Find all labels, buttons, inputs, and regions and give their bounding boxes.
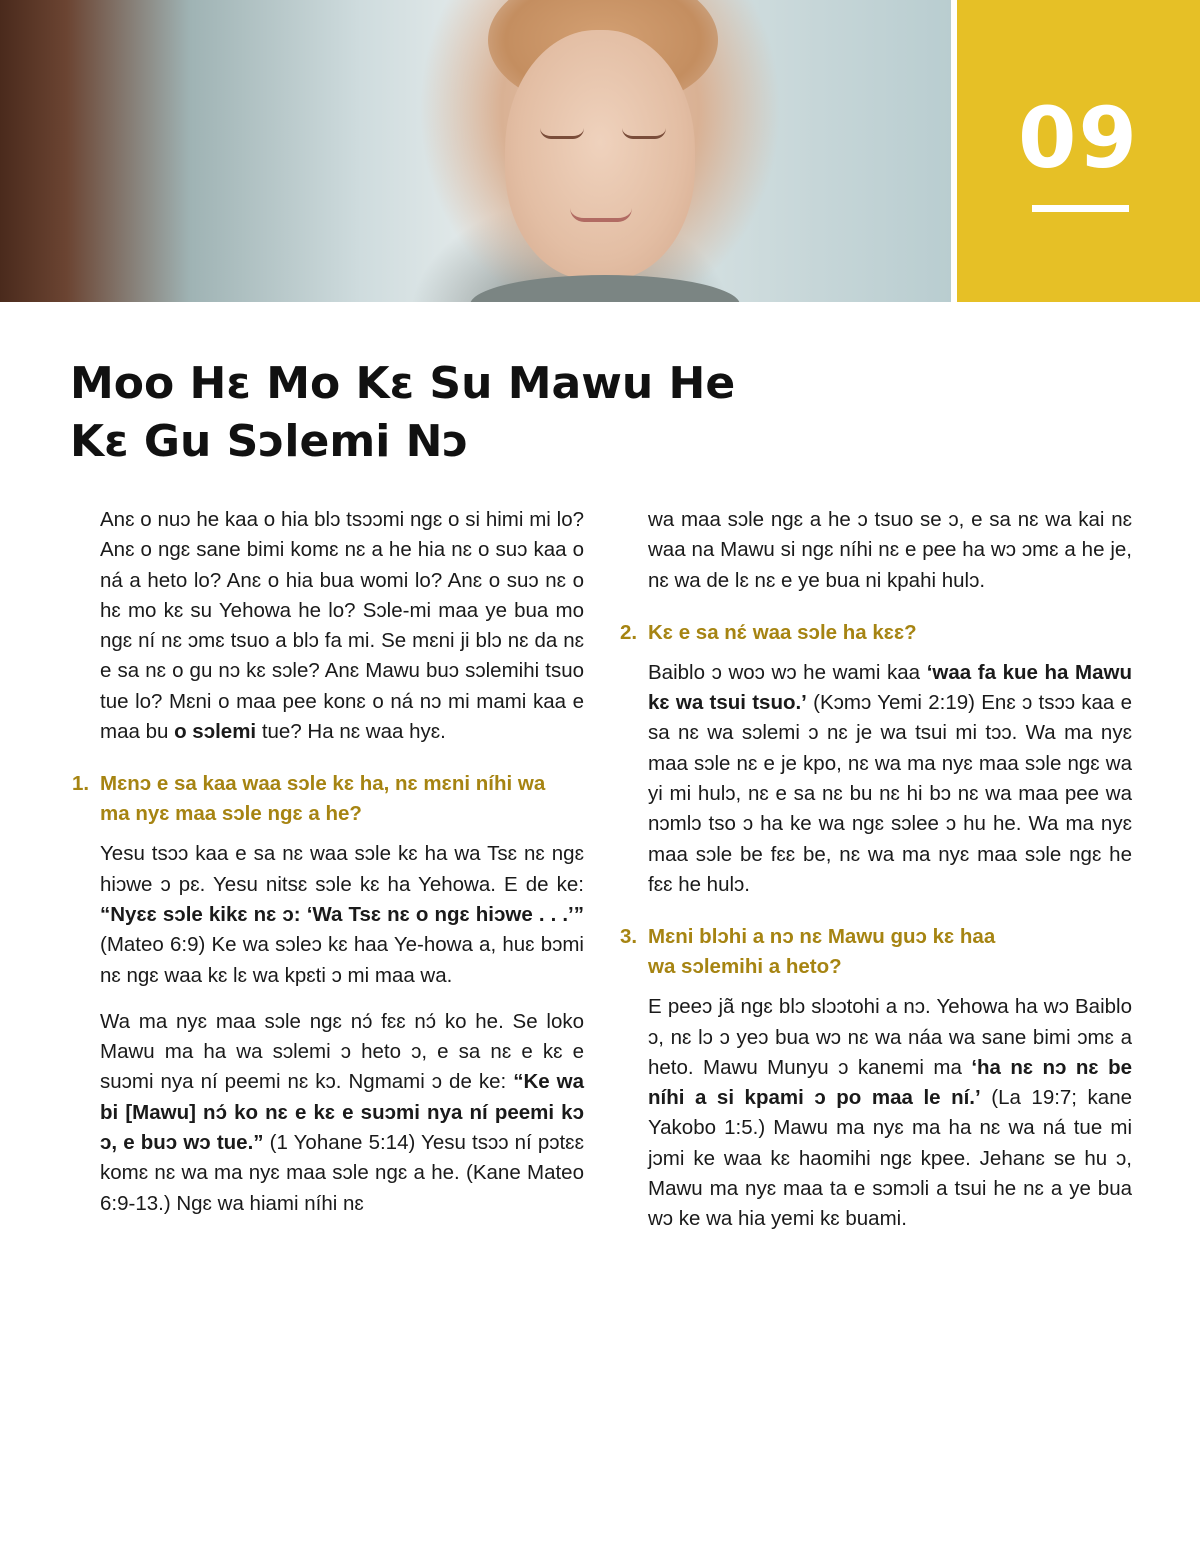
section-1-number: 1. — [72, 772, 90, 796]
s1p2-text-end: (1 Yohane 5:14) Yesu tsɔɔ ní pɔtɛɛ komɛ nɛ wa ma nyɛ maa sɔle ngɛ a he. (Kane Mateo 6:9-13.) Ngɛ wa hiami níhi nɛ — [100, 1131, 584, 1215]
left-column — [72, 505, 584, 1235]
hero-photo-shoulder — [470, 275, 740, 302]
s1p1-text: Yesu tsɔɔ kaa e sa nɛ waa sɔle kɛ ha wa Tsɛ nɛ ngɛ hiɔwe ɔ pɛ. Yesu nitsɛ sɔle kɛ ha Yehowa. E de ke: — [100, 842, 584, 896]
intro-paragraph — [100, 505, 584, 747]
s3p1-text-end: (La 19:7; kane Yakobo 1:5.) Mawu ma nyɛ ma ha nɛ wa ná tue mi jɔmi ke waa kɛ haomihi ngɛ kpee. Jehanɛ se hu ɔ, Mawu ma nyɛ maa ta e sɔmɔli a tsui he nɛ a ye bua wɔ ke wa hia yemi kɛ buami. — [648, 1086, 1133, 1231]
s3p1-text: E peeɔ jã ngɛ blɔ slɔɔtohi a nɔ. Yehowa ha wɔ Baiblo ɔ, nɛ lɔ ɔ yeɔ bua wɔ nɛ wa náa wa sane bimi ɔmɛ a heto. Mawu Munyu ɔ kanemi ma — [648, 995, 1132, 1079]
intro-text: Anɛ o nuɔ he kaa o hia blɔ tsɔɔmi ngɛ o si himi mi lo? Anɛ o ngɛ sane bimi komɛ nɛ a he hia nɛ o suɔ kaa o ná a heto lo? Anɛ o hia bua womi lo? Anɛ o suɔ nɛ o hɛ mo kɛ su Yehowa he lo? Sɔle-mi maa ye bua mo ngɛ ní nɛ ɔmɛ tsuo a blɔ fa mi. Se mɛni ji blɔ nɛ da nɛ e sa nɛ o gu nɔ kɛ sɔle? Anɛ Mawu buɔ sɔlemihi tsuo tue lo? Mɛni o maa pee konɛ o ná nɔ mi mami kaa e maa bu — [100, 508, 584, 744]
chapter-underline — [1032, 205, 1129, 212]
section-3-heading-line-1: Mɛni blɔhi a nɔ nɛ Mawu guɔ kɛ haa — [648, 925, 996, 949]
section-2-heading — [620, 618, 1132, 648]
chapter-badge — [957, 0, 1200, 302]
section-1-heading-line-1: Mɛnɔ e sa kaa waa sɔle kɛ ha, nɛ mɛni níhi wa — [100, 772, 546, 796]
section-3-heading — [620, 922, 1132, 982]
section-1-heading — [72, 769, 584, 829]
s3p1-quote: ‘ha nɛ nɔ nɛ be níhi a si kpami ɔ po maa le ní.’ — [648, 1055, 1132, 1110]
intro-bold: o sɔlemi — [174, 720, 257, 744]
page-title-line-2: Kɛ Gu Sɔlemi Nɔ — [70, 416, 469, 467]
section-1-paragraph-2-continued: wa maa sɔle ngɛ a he ɔ tsuo se ɔ, e sa nɛ wa kai nɛ waa na Mawu si ngɛ níhi nɛ e pee ha wɔ ɔmɛ a he je, nɛ wa de lɛ nɛ e ye bua ni kpahi hulɔ. — [648, 508, 1132, 592]
hero-photo — [0, 0, 951, 302]
s1p2-quote: “Ke wa bi [Mawu] nɔ́ ko nɛ e kɛ e suɔmi nya ní peemi kɔ ɔ, e buɔ wɔ tue.” — [100, 1070, 585, 1155]
s2p1-text: Baiblo ɔ woɔ wɔ he wami kaa — [648, 660, 927, 684]
section-2-heading-line-1: Kɛ e sa nɛ́ waa sɔle ha kɛɛ? — [648, 620, 917, 644]
right-column — [620, 505, 1132, 1251]
s1p1-text-end: (Mateo 6:9) Ke wa sɔleɔ kɛ haa Ye-howa a, huɛ bɔmi nɛ ngɛ waa kɛ lɛ wa kpɛti ɔ mi maa wa. — [100, 933, 584, 987]
s1p1-quote: “Nyɛɛ sɔle kikɛ nɛ ɔ: ‘Wa Tsɛ nɛ o ngɛ hiɔwe . . .’” — [100, 902, 584, 926]
hero-photo-mouth — [570, 208, 632, 222]
section-3-number: 3. — [620, 925, 638, 949]
page-title-line-1: Moo Hɛ Mo Kɛ Su Mawu He — [70, 358, 736, 409]
hero-photo-face — [505, 30, 695, 280]
s2p1-text-end: (Kɔmɔ Yemi 2:19) Enɛ ɔ tsɔɔ kaa e sa nɛ wa sɔlemi ɔ nɛ je wa tsui mi tɔɔ. Wa ma nyɛ maa sɔle nɛ e je kpo, nɛ wa ma nyɛ maa sɔle ngɛ wa yi mi hulɔ, nɛ e sa nɛ bu nɛ hi bɔ nɛ wa maa pee wa nɔmlɔ tso ɔ ha ke wa ngɛ sɔlee ɔ hu he. Wa ma nyɛ maa sɔle be fɛɛ be, nɛ wa ma nyɛ maa sɔle ngɛ he fɛɛ he hulɔ. — [648, 691, 1132, 896]
hero-photo-eye-right — [622, 128, 666, 139]
chapter-number: 09 — [1018, 89, 1139, 187]
section-1-heading-line-2: ma nyɛ maa sɔle ngɛ a he? — [100, 802, 362, 826]
s2p1-quote: ‘waa fa kue ha Mawu kɛ wa tsui tsuo.’ — [648, 660, 1132, 715]
section-1-paragraph-2 — [100, 1007, 584, 1219]
section-2-paragraph-1 — [648, 658, 1132, 900]
section-3-heading-line-2: wa sɔlemihi a heto? — [648, 955, 842, 979]
intro-text-end: tue? Ha nɛ waa hyɛ. — [256, 720, 446, 744]
section-1-paragraph-1 — [100, 839, 584, 990]
hero-photo-eye-left — [540, 128, 584, 139]
section-2-number: 2. — [620, 620, 638, 644]
page-title — [70, 355, 870, 471]
section-3-paragraph-1 — [648, 992, 1132, 1234]
s1p2-text: Wa ma nyɛ maa sɔle ngɛ nɔ́ fɛɛ nɔ́ ko he. Se loko Mawu ma ha wa sɔlemi ɔ heto ɔ, e sa nɛ e kɛ e suɔmi nya ní peemi nɛ kɔ. Ngmami ɔ de ke: — [100, 1009, 584, 1094]
